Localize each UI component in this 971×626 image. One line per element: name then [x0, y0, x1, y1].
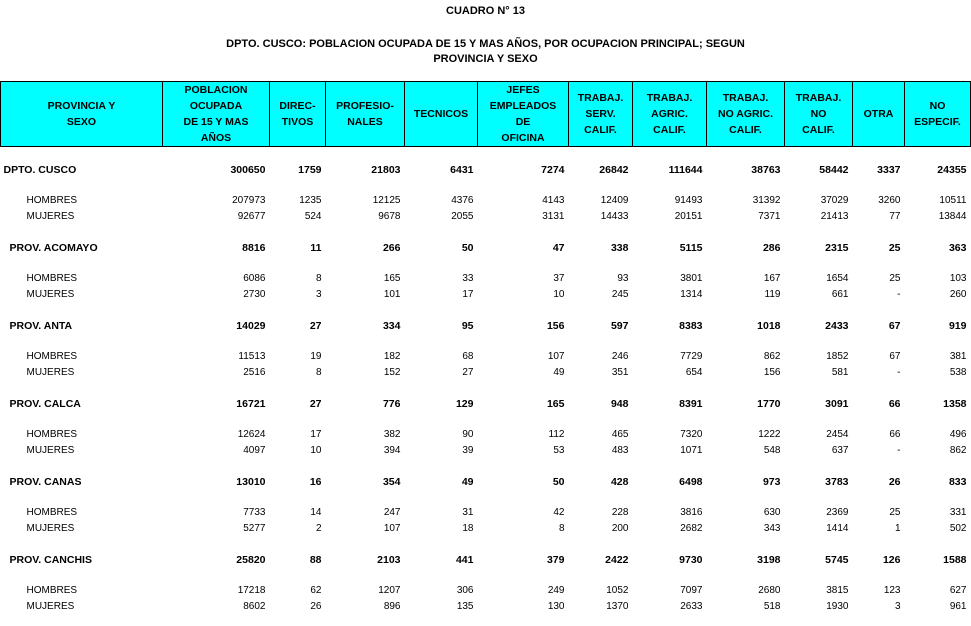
- row-label: MUJERES: [26, 211, 75, 222]
- table-cell: 19: [310, 351, 322, 362]
- table-row-sex: [1, 599, 971, 615]
- row-label: MUJERES: [26, 445, 75, 456]
- occupation-table: [0, 81, 971, 615]
- spacer-row: [1, 225, 971, 240]
- table-row-area: [1, 552, 971, 568]
- table-cell: 53: [553, 445, 565, 456]
- table-cell: 502: [949, 523, 967, 534]
- table-cell: 338: [610, 242, 629, 254]
- table-row-area: [1, 474, 971, 490]
- table-cell: 95: [461, 320, 474, 332]
- spacer-row: [1, 178, 971, 193]
- table-cell: 306: [456, 585, 474, 596]
- table-cell: 12409: [600, 195, 629, 206]
- table-cell: 130: [547, 601, 565, 612]
- table-cell: 167: [763, 273, 781, 284]
- spacer-row: [1, 303, 971, 318]
- table-cell: 165: [546, 398, 565, 410]
- table-row-sex: [1, 209, 971, 225]
- table-cell: 627: [949, 585, 967, 596]
- table-cell: 465: [611, 429, 629, 440]
- table-body: [1, 147, 971, 616]
- table-cell: 7729: [680, 351, 703, 362]
- table-cell: 49: [553, 367, 565, 378]
- table-cell: 3801: [680, 273, 703, 284]
- table-cell: 31: [462, 507, 474, 518]
- table-cell: 10: [310, 445, 322, 456]
- column-header: TRABAJ. AGRIC. CALIF.: [633, 82, 707, 147]
- spacer-row: [1, 568, 971, 583]
- table-cell: 8383: [679, 320, 703, 332]
- table-row-sex: [1, 505, 971, 521]
- table-cell: 9678: [378, 211, 401, 222]
- row-label: PROV. ACOMAYO: [9, 242, 98, 254]
- table-row-sex: [1, 349, 971, 365]
- table-row-sex: [1, 287, 971, 303]
- table-cell: 26842: [599, 164, 629, 176]
- table-cell: 2: [315, 523, 322, 534]
- table-cell: 13010: [236, 476, 266, 488]
- table-cell: 20151: [674, 211, 703, 222]
- table-cell: 382: [383, 429, 401, 440]
- table-cell: 334: [382, 320, 401, 332]
- table-cell: 42: [553, 507, 565, 518]
- table-cell: 12125: [372, 195, 401, 206]
- table-cell: 111644: [668, 164, 703, 176]
- table-cell: 961: [949, 601, 967, 612]
- column-header: OTRA: [853, 82, 905, 147]
- table-cell: 862: [949, 445, 967, 456]
- table-cell: 7274: [541, 164, 565, 176]
- table-cell: 351: [611, 367, 629, 378]
- table-cell: 11513: [238, 351, 266, 362]
- table-cell: 1654: [826, 273, 849, 284]
- column-header: DIREC- TIVOS: [270, 82, 326, 147]
- table-cell: 156: [546, 320, 565, 332]
- table-cell: 103: [949, 273, 967, 284]
- table-cell: 16: [309, 476, 322, 488]
- table-cell: 1314: [680, 289, 703, 300]
- table-cell: 77: [889, 211, 901, 222]
- table-cell: 25820: [236, 554, 266, 566]
- table-row-sex: [1, 365, 971, 381]
- row-label: MUJERES: [26, 367, 75, 378]
- table-cell: 38763: [751, 164, 781, 176]
- table-cell: 331: [949, 507, 967, 518]
- table-cell: 2730: [243, 289, 266, 300]
- table-cell: 245: [611, 289, 629, 300]
- table-cell: 26: [310, 601, 322, 612]
- table-row-area: [1, 240, 971, 256]
- table-cell: 862: [763, 351, 781, 362]
- table-cell: 12624: [237, 429, 266, 440]
- row-label: HOMBRES: [26, 273, 78, 284]
- column-header: PROFESIO- NALES: [326, 82, 405, 147]
- spacer-row: [1, 381, 971, 396]
- table-cell: 973: [762, 476, 781, 488]
- table-cell: 4143: [542, 195, 565, 206]
- table-cell: 300650: [230, 164, 266, 176]
- row-label: HOMBRES: [26, 585, 78, 596]
- table-cell: 1207: [378, 585, 401, 596]
- spacer-row: [1, 256, 971, 271]
- table-cell: 286: [762, 242, 781, 254]
- table-cell: 260: [949, 289, 967, 300]
- table-cell: 1852: [826, 351, 849, 362]
- table-cell: 524: [304, 211, 322, 222]
- table-cell: 21413: [820, 211, 849, 222]
- table-cell: 919: [948, 320, 967, 332]
- table-row-sex: [1, 193, 971, 209]
- table-cell: 39: [462, 445, 474, 456]
- table-row-sex: [1, 583, 971, 599]
- row-label: PROV. CANAS: [9, 476, 82, 488]
- row-label: HOMBRES: [26, 507, 78, 518]
- table-cell: 67: [889, 351, 901, 362]
- table-cell: 1370: [606, 601, 629, 612]
- table-cell: 2422: [605, 554, 629, 566]
- table-row-sex: [1, 443, 971, 459]
- table-cell: 3198: [757, 554, 781, 566]
- table-cell: -: [897, 445, 901, 456]
- table-cell: 654: [685, 367, 703, 378]
- column-header: TRABAJ. SERV. CALIF.: [569, 82, 633, 147]
- table-cell: 637: [831, 445, 849, 456]
- table-cell: 363: [948, 242, 967, 254]
- table-row-area: [1, 318, 971, 334]
- table-cell: 119: [764, 289, 781, 300]
- table-title-line2: PROVINCIA Y SEXO: [433, 53, 538, 65]
- table-cell: 8602: [243, 601, 266, 612]
- table-cell: 27: [309, 398, 322, 410]
- column-header: NO ESPECIF.: [905, 82, 971, 147]
- spacer-row: [1, 334, 971, 349]
- table-cell: 17: [462, 289, 474, 300]
- table-cell: -: [897, 289, 901, 300]
- table-cell: 24355: [937, 164, 967, 176]
- spacer-row: [1, 537, 971, 552]
- spacer-row: [1, 147, 971, 163]
- table-cell: 630: [763, 507, 781, 518]
- table-cell: 661: [831, 289, 849, 300]
- table-cell: 6086: [243, 273, 266, 284]
- column-header: TRABAJ. NO AGRIC. CALIF.: [707, 82, 785, 147]
- table-cell: 25: [889, 507, 901, 518]
- table-cell: 14: [310, 507, 322, 518]
- column-header: TRABAJ. NO CALIF.: [785, 82, 853, 147]
- table-cell: 13844: [938, 211, 967, 222]
- table-cell: 896: [383, 601, 401, 612]
- table-cell: 92677: [237, 211, 266, 222]
- table-cell: 776: [382, 398, 401, 410]
- header-row: [1, 82, 971, 147]
- table-cell: 50: [552, 476, 565, 488]
- table-cell: 112: [548, 429, 565, 440]
- table-cell: -: [897, 367, 901, 378]
- table-cell: 50: [461, 242, 474, 254]
- table-cell: 1358: [943, 398, 967, 410]
- table-cell: 548: [763, 445, 781, 456]
- table-cell: 3: [894, 601, 901, 612]
- table-cell: 207973: [232, 195, 266, 206]
- table-cell: 1: [894, 523, 901, 534]
- table-row-sex: [1, 427, 971, 443]
- table-cell: 3091: [825, 398, 849, 410]
- table-cell: 1930: [826, 601, 849, 612]
- table-cell: 14433: [600, 211, 629, 222]
- table-cell: 88: [309, 554, 322, 566]
- table-cell: 6498: [679, 476, 703, 488]
- table-cell: 4376: [451, 195, 474, 206]
- table-cell: 91493: [674, 195, 703, 206]
- table-cell: 6431: [450, 164, 474, 176]
- table-cell: 152: [383, 367, 401, 378]
- table-cell: 7733: [243, 507, 266, 518]
- table-cell: 37029: [820, 195, 849, 206]
- table-row-sex: [1, 521, 971, 537]
- spacer-row: [1, 490, 971, 505]
- spacer-row: [1, 459, 971, 474]
- table-cell: 246: [611, 351, 629, 362]
- row-label: MUJERES: [26, 523, 75, 534]
- row-label: DPTO. CUSCO: [3, 164, 77, 176]
- table-cell: 11: [310, 242, 322, 254]
- table-cell: 1052: [606, 585, 629, 596]
- table-cell: 1414: [826, 523, 849, 534]
- table-cell: 1018: [757, 320, 781, 332]
- table-cell: 90: [462, 429, 474, 440]
- table-cell: 518: [763, 601, 781, 612]
- table-cell: 581: [831, 367, 849, 378]
- table-cell: 27: [309, 320, 322, 332]
- table-cell: 8: [315, 367, 322, 378]
- table-cell: 126: [882, 554, 901, 566]
- table-cell: 2454: [826, 429, 849, 440]
- table-cell: 2516: [243, 367, 266, 378]
- table-cell: 3260: [878, 195, 901, 206]
- table-cell: 68: [462, 351, 474, 362]
- table-cell: 8: [558, 523, 565, 534]
- table-cell: 49: [461, 476, 474, 488]
- table-title-line1: DPTO. CUSCO: POBLACION OCUPADA DE 15 Y MAS AÑOS, POR OCUPACION PRINCIPAL; SEGUN: [226, 38, 745, 50]
- table-cell: 182: [383, 351, 401, 362]
- table-cell: 200: [611, 523, 629, 534]
- table-cell: 381: [949, 351, 967, 362]
- table-cell: 597: [610, 320, 629, 332]
- table-cell: 31392: [752, 195, 781, 206]
- table-cell: 948: [610, 398, 629, 410]
- table-cell: 496: [949, 429, 967, 440]
- table-row-sex: [1, 271, 971, 287]
- table-number: CUADRO N° 13: [446, 5, 525, 17]
- table-cell: 266: [382, 242, 401, 254]
- table-cell: 66: [888, 398, 901, 410]
- table-cell: 5277: [243, 523, 266, 534]
- table-cell: 107: [547, 351, 565, 362]
- table-cell: 25: [889, 273, 901, 284]
- table-cell: 428: [610, 476, 629, 488]
- table-cell: 58442: [819, 164, 849, 176]
- table-cell: 5745: [825, 554, 849, 566]
- table-cell: 26: [888, 476, 901, 488]
- table-cell: 343: [763, 523, 781, 534]
- row-label: HOMBRES: [26, 195, 78, 206]
- table-cell: 354: [382, 476, 401, 488]
- table-cell: 247: [383, 507, 401, 518]
- table-cell: 1588: [943, 554, 967, 566]
- table-cell: 66: [889, 429, 901, 440]
- table-cell: 93: [617, 273, 629, 284]
- table-cell: 2682: [680, 523, 703, 534]
- table-cell: 107: [383, 523, 401, 534]
- table-cell: 156: [763, 367, 781, 378]
- table-cell: 18: [462, 523, 474, 534]
- table-cell: 3131: [542, 211, 565, 222]
- table-cell: 394: [383, 445, 401, 456]
- row-label: HOMBRES: [26, 351, 78, 362]
- table-cell: 9730: [679, 554, 703, 566]
- table-cell: 8391: [679, 398, 703, 410]
- table-cell: 441: [455, 554, 474, 566]
- table-cell: 249: [547, 585, 565, 596]
- table-cell: 833: [948, 476, 967, 488]
- table-cell: 1770: [757, 398, 781, 410]
- table-cell: 3: [315, 289, 322, 300]
- table-row-area: [1, 162, 971, 178]
- table-cell: 2633: [680, 601, 703, 612]
- table-cell: 21803: [371, 164, 401, 176]
- table-cell: 135: [456, 601, 474, 612]
- table-cell: 101: [383, 289, 401, 300]
- row-label: HOMBRES: [26, 429, 78, 440]
- table-cell: 123: [883, 585, 901, 596]
- table-cell: 67: [888, 320, 901, 332]
- table-cell: 538: [949, 367, 967, 378]
- table-cell: 228: [611, 507, 629, 518]
- table-cell: 1759: [298, 164, 322, 176]
- table-cell: 33: [462, 273, 474, 284]
- row-label: PROV. ANTA: [9, 320, 73, 332]
- table-cell: 8: [315, 273, 322, 284]
- spacer-row: [1, 412, 971, 427]
- row-label: MUJERES: [26, 601, 75, 612]
- table-cell: 2055: [451, 211, 474, 222]
- table-cell: 2369: [826, 507, 849, 518]
- table-row-area: [1, 396, 971, 412]
- column-header: JEFES EMPLEADOS DE OFICINA: [478, 82, 569, 147]
- table-cell: 17218: [237, 585, 266, 596]
- table-cell: 1071: [680, 445, 703, 456]
- table-cell: 10: [553, 289, 565, 300]
- table-cell: 62: [310, 585, 322, 596]
- table-cell: 2103: [377, 554, 401, 566]
- table-cell: 3337: [877, 164, 901, 176]
- table-cell: 8816: [242, 242, 266, 254]
- table-cell: 16721: [236, 398, 266, 410]
- column-header: TECNICOS: [405, 82, 478, 147]
- column-header: POBLACION OCUPADA DE 15 Y MAS AÑOS: [163, 82, 270, 147]
- table-cell: 1235: [299, 195, 322, 206]
- table-cell: 4097: [243, 445, 266, 456]
- table-cell: 3815: [826, 585, 849, 596]
- table-cell: 37: [553, 273, 565, 284]
- table-cell: 379: [546, 554, 565, 566]
- row-label: PROV. CALCA: [9, 398, 81, 410]
- table-cell: 27: [462, 367, 474, 378]
- column-header: PROVINCIA Y SEXO: [1, 82, 163, 147]
- table-cell: 25: [888, 242, 901, 254]
- table-cell: 2315: [825, 242, 849, 254]
- table-cell: 165: [383, 273, 401, 284]
- table-cell: 129: [455, 398, 474, 410]
- table-cell: 2680: [758, 585, 781, 596]
- table-cell: 14029: [236, 320, 266, 332]
- table-cell: 5115: [679, 242, 703, 254]
- table-cell: 483: [611, 445, 629, 456]
- table-cell: 10511: [939, 195, 967, 206]
- table-cell: 7320: [680, 429, 703, 440]
- table-cell: 2433: [825, 320, 849, 332]
- row-label: PROV. CANCHIS: [9, 554, 92, 566]
- table-cell: 1222: [758, 429, 781, 440]
- row-label: MUJERES: [26, 289, 75, 300]
- table-cell: 3816: [680, 507, 703, 518]
- table-cell: 3783: [825, 476, 849, 488]
- table-cell: 17: [310, 429, 322, 440]
- table-cell: 7097: [680, 585, 703, 596]
- table-cell: 7371: [758, 211, 781, 222]
- table-cell: 47: [552, 242, 565, 254]
